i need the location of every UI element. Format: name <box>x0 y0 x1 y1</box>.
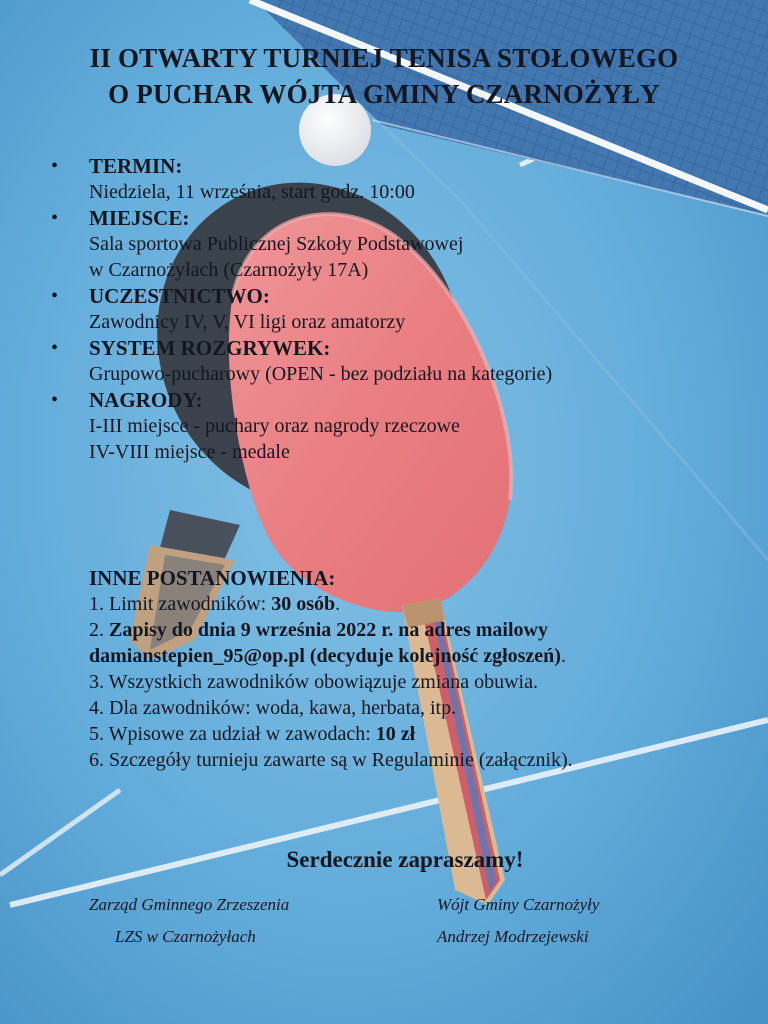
provision-item-2-cont <box>89 643 749 669</box>
bullet-icon: • <box>51 389 59 411</box>
provision-text: . <box>335 593 341 615</box>
provision-text: 1. Limit zawodników: <box>89 593 272 615</box>
section-line: I-III miejsce - puchary oraz nagrody rzeczowe <box>89 415 460 437</box>
section-heading: SYSTEM ROZGRYWEK: <box>89 336 331 360</box>
section-line: IV-VIII miejsce - medale <box>89 441 290 463</box>
bullet-icon: • <box>51 337 59 359</box>
closing-invitation: Serdecznie zapraszamy! <box>286 847 524 872</box>
registration-deadline: Zapisy do dnia 9 września 2022 r. na adres mailowy <box>109 619 548 641</box>
provision-text: . <box>560 645 566 667</box>
signature-left <box>89 889 289 953</box>
section-system-rozgrywek <box>0 335 768 387</box>
other-provisions-heading: INNE POSTANOWIENIA: <box>89 566 336 590</box>
section-line: Sala sportowa Publicznej Szkoły Podstawowej <box>89 233 464 255</box>
section-termin <box>0 153 768 205</box>
section-line: Grupowo-pucharowy (OPEN - bez podziału na kategorie) <box>89 363 553 385</box>
signature-right-line-1: Wójt Gminy Czarnożyły <box>437 895 600 914</box>
provision-item-5 <box>89 721 749 747</box>
provision-item-3: 3. Wszystkich zawodników obowiązuje zmiana obuwia. <box>89 671 538 693</box>
signature-left-line-2: LZS w Czarnożyłach <box>115 927 256 946</box>
provision-item-1 <box>89 591 749 617</box>
section-heading: NAGRODY: <box>89 388 203 412</box>
bullet-icon: • <box>51 285 59 307</box>
page-title <box>0 40 768 112</box>
bullet-icon: • <box>51 155 59 177</box>
section-line: Niedziela, 11 września, start godz. 10:00 <box>89 181 415 203</box>
title-line-1: II OTWARTY TURNIEJ TENISA STOŁOWEGO <box>89 43 679 73</box>
section-nagrody <box>0 387 768 465</box>
section-heading: MIEJSCE: <box>89 206 190 230</box>
player-limit: 30 osób <box>271 593 336 615</box>
section-line: Zawodnicy IV, V, VI ligi oraz amatorzy <box>89 311 406 333</box>
provision-item-2 <box>89 617 749 643</box>
bullet-icon: • <box>51 207 59 229</box>
section-line: w Czarnożyłach (Czarnożyły 17A) <box>89 259 369 281</box>
provision-text: 2. <box>89 619 109 641</box>
section-miejsce <box>0 205 768 283</box>
title-line-2: O PUCHAR WÓJTA GMINY CZARNOŻYŁY <box>108 79 660 109</box>
section-heading: TERMIN: <box>89 154 183 178</box>
signature-right-line-2: Andrzej Modrzejewski <box>437 927 589 946</box>
other-provisions <box>89 565 749 773</box>
provision-text: 5. Wpisowe za udział w zawodach: <box>89 723 376 745</box>
signature-right <box>437 889 599 953</box>
entry-fee: 10 zł <box>375 723 416 745</box>
signature-left-line-1: Zarząd Gminnego Zrzeszenia <box>89 895 290 914</box>
section-heading: UCZESTNICTWO: <box>89 284 270 308</box>
registration-email: damianstepien_95@op.pl (decyduje kolejność zgłoszeń) <box>89 645 561 667</box>
info-sections <box>0 153 768 465</box>
provision-item-6: 6. Szczegóły turnieju zawarte są w Regulaminie (załącznik). <box>89 749 573 771</box>
section-uczestnictwo <box>0 283 768 335</box>
provision-item-4: 4. Dla zawodników: woda, kawa, herbata, itp. <box>89 697 457 719</box>
